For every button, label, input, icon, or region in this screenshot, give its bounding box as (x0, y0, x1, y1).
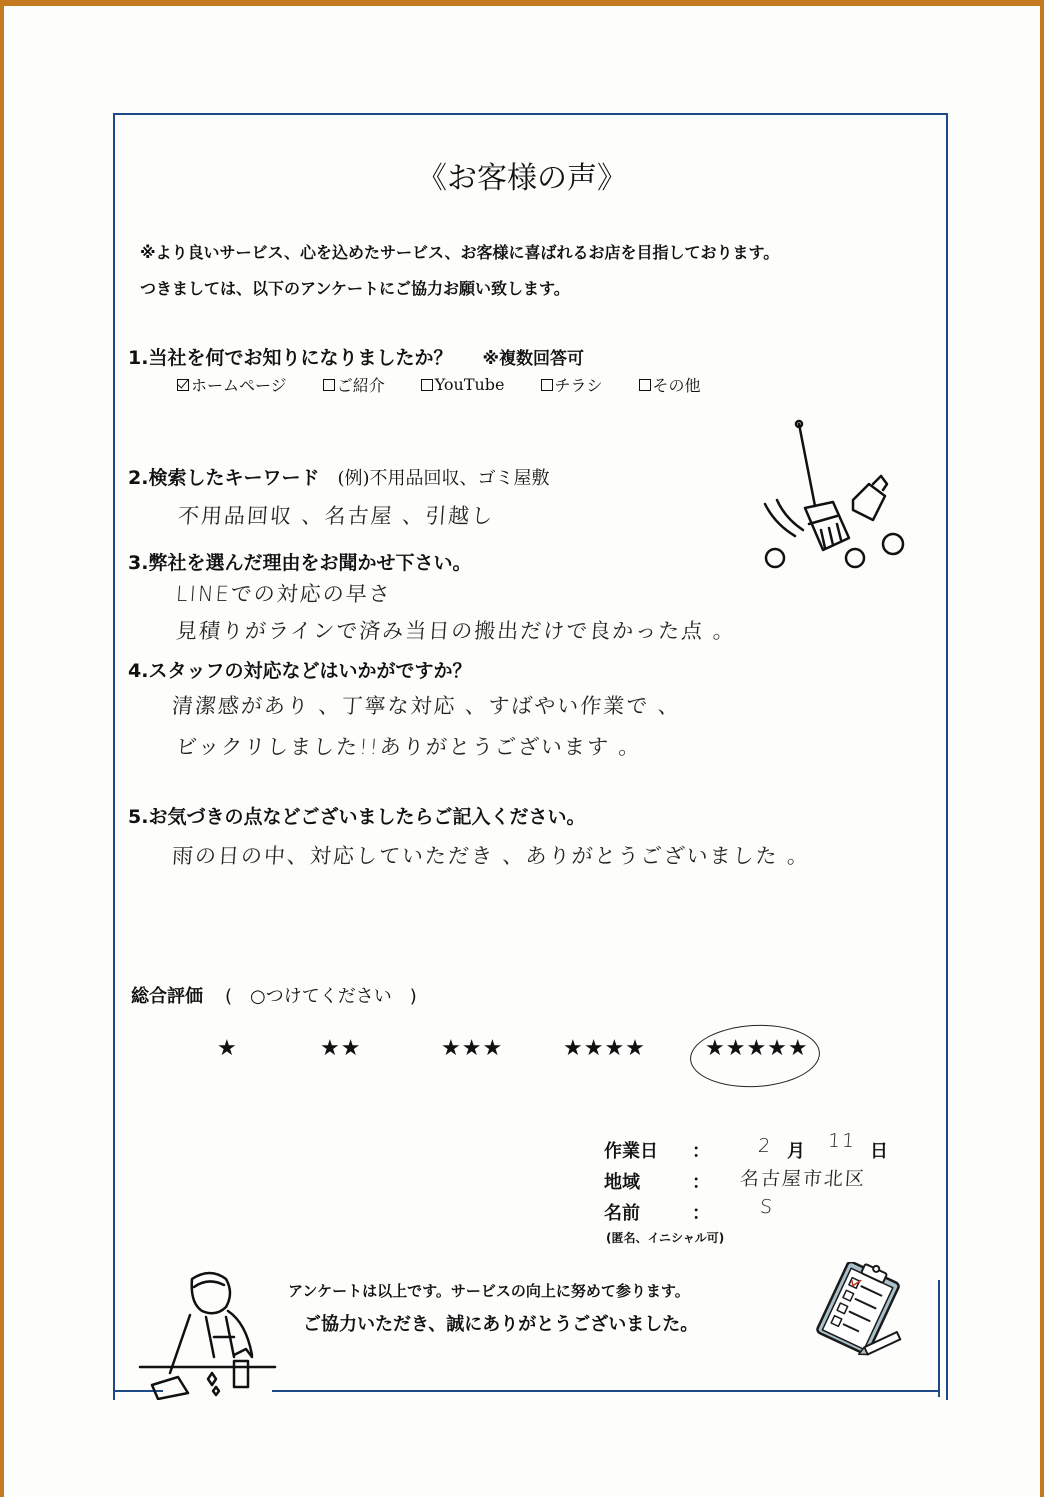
colon: ： (692, 1203, 710, 1224)
option-homepage[interactable]: ホームページ (177, 373, 287, 396)
question-2-example: (例)不用品回収、ゴミ屋敷 (337, 468, 550, 489)
anonymous-note: (匿名、イニシャル可) (606, 1231, 725, 1245)
checkbox-icon[interactable] (541, 379, 553, 391)
question-4-label: 4.スタッフの対応などはいかがですか？ (128, 660, 472, 682)
intro-line-2: つきましては、以下のアンケートにご協力お願い致します。 (140, 279, 570, 298)
closing-line-2: ご協力いただき、誠にありがとうございました。 (303, 1314, 699, 1335)
question-5-label: 5.お気づきの点などございましたらご記入ください。 (128, 806, 586, 828)
region-label: 地域 (604, 1172, 640, 1193)
answer-5: 雨の日の中、対応していただき 、ありがとうございました 。 (171, 844, 812, 868)
option-other[interactable]: その他 (639, 373, 701, 396)
question-1 (128, 343, 584, 370)
question-2 (128, 463, 550, 490)
answer-3-line-1: LINEでの対応の早さ (175, 582, 393, 606)
question-1-options (177, 373, 737, 396)
answer-4-line-1: 清潔感があり 、丁寧な対応 、すばやい作業で 、 (171, 694, 682, 718)
rating-instruction: ( ○つけてください ) (225, 986, 417, 1007)
name-label: 名前 (604, 1203, 640, 1224)
multiple-answers-note: ※複数回答可 (482, 349, 584, 369)
colon: ： (692, 1172, 710, 1193)
colon: ： (692, 1141, 710, 1162)
rating-option-1[interactable]: ★ (217, 1036, 238, 1061)
work-date-label: 作業日 (604, 1141, 658, 1162)
rating-option-5-selected[interactable]: ★★★★★ (705, 1036, 809, 1061)
work-date-month: 2 (757, 1135, 773, 1157)
checkbox-checked-icon[interactable] (177, 379, 189, 391)
frame-border (938, 1280, 940, 1397)
frame-border (272, 1390, 940, 1392)
answer-2: 不用品回収 、名古屋 、引越し (177, 504, 496, 528)
rating-option-2[interactable]: ★★ (320, 1036, 362, 1061)
work-date-day: 11 (827, 1130, 857, 1152)
broom-dustpan-icon (745, 418, 925, 578)
region-value: 名古屋市北区 (739, 1168, 867, 1190)
overall-rating-label: 総合評価 ( ○つけてください ) (131, 986, 417, 1007)
question-2-label: 2.検索したキーワード (128, 467, 320, 489)
closing-line-1: アンケートは以上です。サービスの向上に努めて参ります。 (288, 1282, 690, 1300)
question-1-label: 1.当社を何でお知りになりましたか？ (128, 347, 453, 369)
month-unit: 月 (787, 1141, 805, 1162)
checkbox-icon[interactable] (421, 379, 433, 391)
answer-4-line-2: ビックリしました!!ありがとうございます 。 (175, 735, 643, 759)
checkbox-icon[interactable] (323, 379, 335, 391)
day-unit: 日 (870, 1141, 888, 1162)
option-youtube[interactable]: YouTube (421, 373, 505, 396)
rating-option-3[interactable]: ★★★ (441, 1036, 504, 1061)
checkbox-icon[interactable] (639, 379, 651, 391)
intro-line-1: ※より良いサービス、心を込めたサービス、お客様に喜ばれるお店を目指しております。 (140, 243, 780, 262)
option-referral[interactable]: ご紹介 (323, 373, 385, 396)
cleaning-staff-icon (130, 1265, 280, 1400)
page-title: 《お客様の声》 (417, 161, 627, 196)
question-3-label: 3.弊社を選んだ理由をお聞かせ下さい。 (128, 552, 472, 574)
answer-3-line-2: 見積りがラインで済み当日の搬出だけで良かった点 。 (175, 619, 737, 643)
clipboard-checklist-icon (800, 1262, 910, 1362)
name-value: S (759, 1196, 775, 1218)
rating-option-4[interactable]: ★★★★ (563, 1036, 646, 1061)
option-flyer[interactable]: チラシ (541, 373, 603, 396)
